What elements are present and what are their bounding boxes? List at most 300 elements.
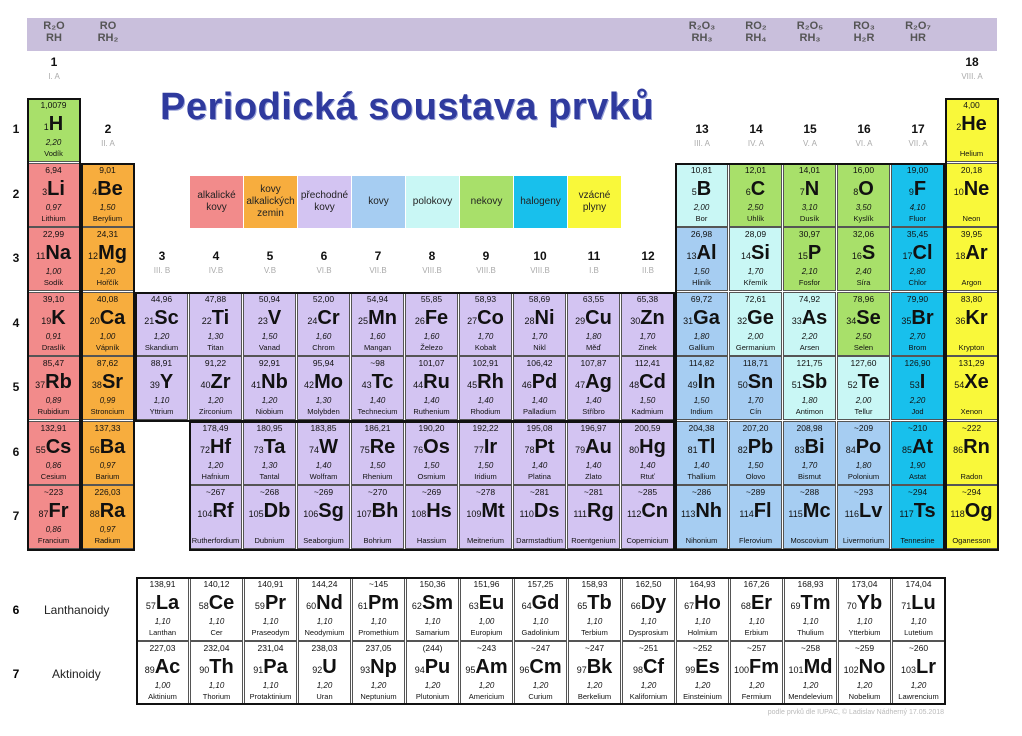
symbol-text: Cn [641,500,669,522]
electronegativity: 1,20 [424,681,441,690]
element-cell-C [729,163,782,227]
element-symbol [569,591,620,618]
symbol-text: Al [696,242,717,264]
symbol-text: Pm [367,592,400,614]
element-symbol [28,499,79,526]
symbol-text: Ds [533,500,560,522]
electronegativity: 2,40 [855,267,872,276]
symbol-text: Es [695,656,720,678]
atomic-mass: (244) [422,643,443,653]
element-cell-Ts [891,485,944,549]
element-symbol [569,655,620,682]
atomic-number: 48 [629,380,640,390]
element-cell-Sr [81,356,134,420]
atomic-mass: 118,71 [742,358,769,368]
group-number: 2 [104,122,112,136]
element-name: Francium [37,536,70,545]
element-cell-Cm [514,641,567,705]
atomic-mass: 87,62 [96,358,119,368]
element-symbol [190,499,241,526]
element-cell-Si [729,227,782,291]
symbol-text: Gd [531,592,560,614]
electronegativity: 1,00 [99,331,116,341]
symbol-text: Cu [585,306,612,329]
atomic-mass: 74,92 [798,293,821,304]
element-name: Holmium [687,628,718,637]
atomic-mass: 101,07 [418,358,445,368]
atomic-mass: 150,36 [419,579,446,589]
element-symbol [298,435,349,462]
group-roman: II.B [641,266,654,275]
atomic-mass: 102,91 [472,358,499,368]
atomic-number: 83 [794,444,805,455]
element-name: Mangan [363,342,392,352]
element-cell-Ta [243,421,296,485]
element-symbol [515,591,566,618]
atomic-mass: 127,60 [850,358,877,368]
element-symbol [785,655,836,682]
atomic-number: 89 [144,665,155,675]
atomic-mass: ~258 [800,643,821,653]
atomic-number: 98 [632,665,643,675]
symbol-text: Dy [640,592,667,614]
atomic-number: 62 [411,601,422,611]
atomic-number: 3 [42,186,48,197]
element-name: Protaktinium [249,692,292,701]
atomic-mass: 231,04 [257,643,284,653]
electronegativity: 1,50 [477,460,494,470]
symbol-text: U [322,656,337,678]
symbol-text: Be [97,177,123,200]
electronegativity: 1,50 [693,396,710,405]
element-cell-Pa [244,641,297,705]
atomic-mass: 167,26 [743,579,770,589]
element-symbol [892,177,943,204]
element-symbol [676,306,727,333]
atomic-number: 27 [467,315,478,326]
atomic-mass: 44,96 [150,293,173,304]
group-roman: VIII.B [530,266,550,275]
atomic-number: 36 [955,315,966,326]
electronegativity: 1,10 [748,617,765,626]
electronegativity: 2,70 [909,331,926,341]
element-symbol [892,306,943,333]
symbol-text: Si [751,242,770,264]
element-symbol [406,370,457,397]
electronegativity: 1,20 [153,331,170,341]
atomic-mass: ~286 [691,487,712,497]
atomic-mass: 30,97 [798,229,821,239]
symbol-text: Xe [964,371,989,393]
atomic-number: 40 [200,380,211,390]
element-cell-Xe [945,356,998,420]
element-cell-Li [27,163,80,227]
element-name: Samarium [415,628,450,637]
symbol-text: C [750,177,766,200]
electronegativity: 1,10 [316,617,333,626]
atomic-mass: 50,94 [258,293,281,304]
atomic-number: 101 [788,665,804,675]
electronegativity: 1,50 [369,460,386,470]
element-cell-Se [837,292,890,356]
element-cell-Ag [567,356,620,420]
oxide-formula [783,20,837,44]
symbol-text: Cf [642,656,665,678]
symbol-text: Hf [209,435,232,458]
electronegativity: 1,70 [639,331,656,341]
element-name: Nobelium [848,692,881,701]
element-symbol [731,655,782,682]
element-symbol [730,241,781,268]
symbol-text: N [804,177,820,200]
element-name: Kobalt [474,342,497,352]
electronegativity: 1,10 [262,617,279,626]
atomic-mass: 178,49 [202,422,229,433]
legend-item: přechodné kovy [298,176,351,228]
atomic-number: 46 [521,380,532,390]
atomic-number: 109 [466,509,482,519]
atomic-number: 61 [357,601,368,611]
atomic-mass: ~281 [529,487,550,497]
atomic-mass: 69,72 [690,293,713,304]
element-cell-S [837,227,890,291]
electronegativity: 1,40 [423,396,440,405]
element-symbol [353,591,404,618]
element-name: Stroncium [90,407,125,416]
legend-item: vzácné plyny [568,176,621,228]
element-name: Neodymium [304,628,345,637]
element-cell-Sb [783,356,836,420]
element-name: Vodík [44,149,63,158]
element-name: Copernicium [626,536,669,545]
electronegativity: 1,50 [423,460,440,470]
atomic-mass: 131,29 [958,358,985,368]
symbol-text: Ge [747,306,774,329]
atomic-mass: 10,81 [690,164,713,175]
element-symbol [406,306,457,333]
atomic-number: 19 [41,315,52,326]
element-symbol [784,241,835,268]
atomic-number: 94 [414,665,425,675]
element-symbol [298,499,349,526]
electronegativity: 1,10 [370,617,387,626]
element-name: Berylium [92,213,123,223]
element-name: Argon [961,278,982,287]
element-name: Platina [528,471,551,481]
element-cell-Rn [945,421,998,485]
atomic-mass: ~269 [421,487,442,497]
element-cell-Nh [675,485,728,549]
element-symbol [352,435,403,462]
electronegativity: 1,10 [910,617,927,626]
element-symbol [568,306,619,333]
group-roman: III. B [153,266,171,275]
symbol-text: Mt [481,500,505,522]
atomic-mass: 91,22 [204,358,227,368]
atomic-mass: 52,00 [312,293,335,304]
element-name: Neptunium [360,692,397,701]
element-symbol [298,370,349,397]
element-cell-Zn [621,292,674,356]
element-name: Cesium [40,471,67,481]
element-symbol [784,177,835,204]
element-symbol [514,435,565,462]
atomic-number: 32 [737,315,748,326]
element-symbol [137,591,188,618]
series-period: 7 [12,667,20,681]
element-symbol [946,241,997,268]
element-name: Chrom [312,342,335,352]
element-symbol [28,241,79,268]
element-symbol [82,370,133,397]
symbol-text: Te [857,371,880,393]
element-cell-Lv [837,485,890,549]
atomic-mass: 195,08 [526,422,553,433]
electronegativity: 1,10 [802,617,819,626]
element-symbol [676,499,727,526]
group-number: 9 [482,249,490,263]
atomic-mass: 186,21 [364,422,391,433]
period-number: 1 [12,122,20,136]
element-name: Titan [207,342,224,352]
atomic-number: 104 [197,509,213,519]
symbol-text: Ts [913,500,936,522]
atomic-number: 57 [145,601,156,611]
atomic-mass: 65,38 [636,293,659,304]
element-name: Mendelevium [788,692,833,701]
element-name: Palladium [523,407,556,416]
electronegativity: 1,90 [909,460,926,470]
atomic-number: 95 [465,665,476,675]
group-number: 13 [695,122,709,136]
element-name: Uran [316,692,333,701]
element-name: Lutetium [904,628,933,637]
atomic-number: 105 [248,509,264,519]
element-symbol [946,370,997,397]
element-name: Gallium [688,342,715,352]
element-name: Berkelium [577,692,612,701]
atomic-mass: 162,50 [635,579,662,589]
element-name: Jod [911,407,924,416]
element-symbol [514,499,565,526]
electronegativity: 2,50 [747,202,764,212]
element-cell-Kr [945,292,998,356]
element-symbol [676,177,727,204]
symbol-text: Se [856,306,881,329]
symbol-text: Nh [695,500,723,522]
element-cell-Dy [622,577,675,641]
element-name: Bohrium [363,536,392,545]
atomic-mass: ~257 [746,643,767,653]
atomic-mass: 47,88 [204,293,227,304]
element-symbol [838,435,889,462]
oxide-oxide-form: R₂O₅ [796,20,824,32]
atomic-mass: 137,33 [94,422,121,433]
symbol-text: Fr [48,500,69,522]
element-cell-Am [460,641,513,705]
element-cell-In [675,356,728,420]
element-name: Tennesine [900,536,935,545]
element-name: Sodík [43,278,64,287]
symbol-text: In [697,371,716,393]
electronegativity: 1,80 [585,331,602,341]
oxide-hydride-form: HR [910,32,926,44]
element-symbol [299,591,350,618]
element-cell-Yb [838,577,891,641]
symbol-text: Bi [804,435,825,458]
electronegativity: 0,99 [99,396,116,405]
series-period: 6 [12,603,20,617]
element-cell-Ti [189,292,242,356]
atomic-number: 88 [89,509,100,519]
atomic-mass: 20,18 [960,164,983,175]
atomic-number: 17 [902,251,913,261]
atomic-number: 52 [847,380,858,390]
atomic-mass: 63,55 [582,293,605,304]
atomic-number: 53 [909,380,920,390]
element-symbol [28,306,79,333]
element-cell-Fe [405,292,458,356]
atomic-number: 102 [843,665,859,675]
element-cell-Rg [567,485,620,549]
element-symbol [245,655,296,682]
element-cell-Pu [406,641,459,705]
element-name: Erbium [744,628,769,637]
group-roman: I.B [589,266,599,275]
atomic-number: 87 [38,509,49,519]
element-cell-Mt [459,485,512,549]
atomic-mass: 232,04 [203,643,230,653]
element-cell-Mc [783,485,836,549]
atomic-number: 112 [626,509,642,519]
atomic-mass: 39,95 [960,229,983,239]
element-cell-Ca [81,292,134,356]
symbol-text: Ta [263,435,286,458]
atomic-number: 74 [309,444,320,455]
atomic-mass: 140,91 [257,579,284,589]
atomic-mass: ~247 [584,643,605,653]
atomic-number: 9 [908,186,914,197]
element-name: Fosfor [798,278,821,287]
electronegativity: 1,30 [261,460,278,470]
element-name: Uhlík [746,213,765,223]
element-cell-Al [675,227,728,291]
element-symbol [568,499,619,526]
element-name: Dubnium [254,536,285,545]
symbol-text: Au [585,435,612,458]
oxide-formula [837,20,891,44]
electronegativity: 1,40 [585,460,602,470]
element-symbol [244,499,295,526]
element-symbol [838,499,889,526]
atomic-mass: 121,75 [796,358,823,368]
atomic-mass: ~98 [370,358,385,368]
symbol-text: Sg [318,500,344,522]
symbol-text: F [913,177,927,200]
symbol-text: Nb [261,371,288,393]
element-cell-Y [135,356,188,420]
oxide-oxide-form: R₂O [43,20,65,32]
atomic-mass: ~209 [853,422,874,433]
atomic-mass: 173,04 [851,579,878,589]
element-symbol [28,177,79,204]
element-symbol [244,370,295,397]
element-symbol [460,370,511,397]
element-symbol [298,306,349,333]
electronegativity: 1,40 [531,396,548,405]
element-cell-Ru [405,356,458,420]
element-name: Kyslík [853,213,874,223]
period-number: 2 [12,186,20,201]
element-symbol [946,306,997,333]
electronegativity: 1,70 [531,331,548,341]
group-number: 18 [965,55,979,69]
symbol-text: Ir [483,435,498,458]
element-cell-Ra [81,485,134,549]
electronegativity: 1,80 [855,460,872,470]
atomic-number: 86 [953,444,964,455]
element-cell-Cs [27,421,80,485]
symbol-text: No [858,656,886,678]
symbol-text: Cm [529,656,562,678]
element-cell-Cl [891,227,944,291]
atomic-number: 34 [846,315,857,326]
group-number: 12 [641,249,655,263]
period-number: 7 [12,509,20,523]
atomic-number: 21 [144,315,155,326]
element-name: Flerovium [739,536,772,545]
electronegativity: 0,97 [99,525,116,534]
electronegativity: 1,20 [478,681,495,690]
atomic-number: 79 [575,444,586,455]
atomic-number: 56 [89,444,100,455]
symbol-text: Ac [154,656,181,678]
element-symbol [28,112,79,139]
atomic-number: 41 [251,380,262,390]
atomic-mass: 35,45 [906,229,929,239]
atomic-number: 38 [91,380,102,390]
atomic-number: 51 [791,380,802,390]
electronegativity: 2,20 [45,138,62,147]
element-cell-Ne [945,163,998,227]
atomic-number: 54 [954,380,965,390]
group-number: 4 [212,249,220,263]
element-name: Chlor [908,278,927,287]
symbol-text: Sb [801,371,828,393]
element-symbol [407,591,458,618]
element-symbol [136,370,187,397]
element-name: Olovo [745,471,766,481]
atomic-number: 113 [680,509,696,519]
atomic-number: 4 [92,186,98,197]
element-name: Vápník [95,342,120,352]
group-roman: VI. A [855,139,873,148]
atomic-mass: ~260 [908,643,929,653]
electronegativity: 1,20 [261,396,278,405]
symbol-text: Mn [368,306,397,329]
element-symbol [190,435,241,462]
element-name: Křemík [743,278,768,287]
element-name: Thallium [687,471,716,481]
symbol-text: B [696,177,712,200]
electronegativity: 1,30 [207,331,224,341]
group-roman: VIII. A [961,72,983,81]
element-name: Tantal [259,471,280,481]
atomic-number: 116 [844,509,859,519]
element-name: Curium [528,692,553,701]
electronegativity: 1,50 [639,396,656,405]
atomic-number: 114 [739,509,754,519]
